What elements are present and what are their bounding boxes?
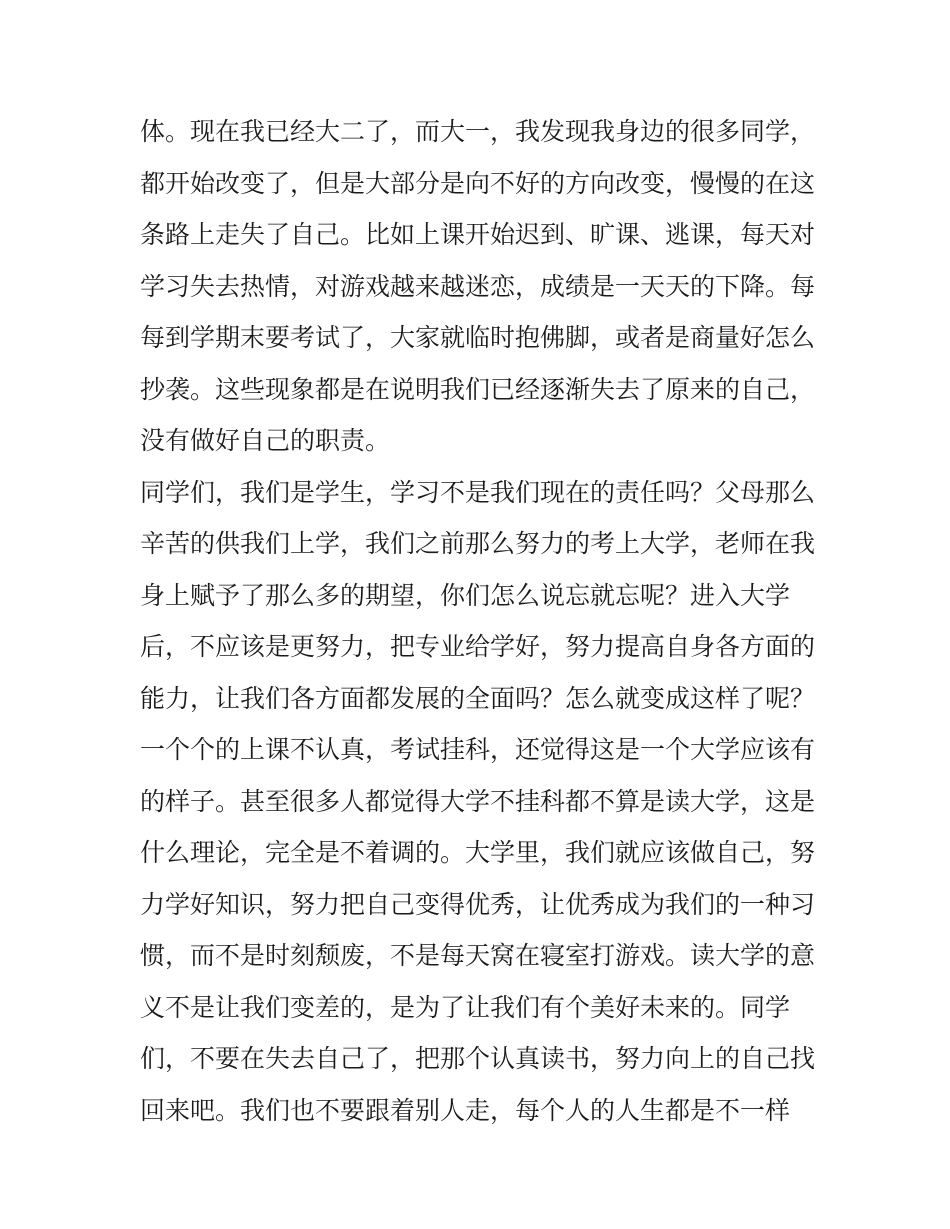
text-line: 都开始改变了，但是大部分是向不好的方向改变，慢慢的在这 <box>140 168 816 198</box>
text-line: 力学好知识，努力把自己变得优秀，让优秀成为我们的一种习 <box>140 889 816 919</box>
body-text <box>140 106 820 1136</box>
text-line: 每到学期末要考试了，大家就临时抱佛脚，或者是商量好怎么 <box>140 323 816 352</box>
text-line: 同学们，我们是学生，学习不是我们现在的责任吗？父母那么 <box>140 477 816 507</box>
text-line: 身上赋予了那么多的期望，你们怎么说忘就忘呢？进入大学 <box>140 580 791 610</box>
text-line: 能力，让我们各方面都发展的全面吗？怎么就变成这样了呢？ <box>140 683 816 713</box>
text-line: 后，不应该是更努力，把专业给学好，努力提高自身各方面的 <box>140 632 816 661</box>
text-line: 体。现在我已经大二了，而大一，我发现我身边的很多同学， <box>140 117 816 146</box>
text-line: 条路上走失了自己。比如上课开始迟到、旷课、逃课，每天对 <box>140 220 816 249</box>
text-line: 什么理论，完全是不着调的。大学里，我们就应该做自己，努 <box>140 838 816 867</box>
text-line: 辛苦的供我们上学，我们之前那么努力的考上大学，老师在我 <box>140 529 816 558</box>
text-line: 惯，而不是时刻颓废，不是每天窝在寝室打游戏。读大学的意 <box>140 941 816 970</box>
text-line: 义不是让我们变差的，是为了让我们有个美好未来的。同学 <box>140 992 791 1022</box>
text-line: 抄袭。这些现象都是在说明我们已经逐渐失去了原来的自己， <box>140 374 816 404</box>
text-line: 没有做好自己的职责。 <box>140 426 391 455</box>
text-line: 们，不要在失去自己了，把那个认真读书，努力向上的自己找 <box>140 1044 816 1073</box>
text-line: 学习失去热情，对游戏越来越迷恋，成绩是一天天的下降。每 <box>140 271 816 301</box>
text-line: 的样子。甚至很多人都觉得大学不挂科都不算是读大学，这是 <box>140 786 816 816</box>
text-line: 回来吧。我们也不要跟着别人走，每个人的人生都是不一样 <box>140 1095 791 1125</box>
text-line: 一个个的上课不认真，考试挂科，还觉得这是一个大学应该有 <box>140 735 816 764</box>
